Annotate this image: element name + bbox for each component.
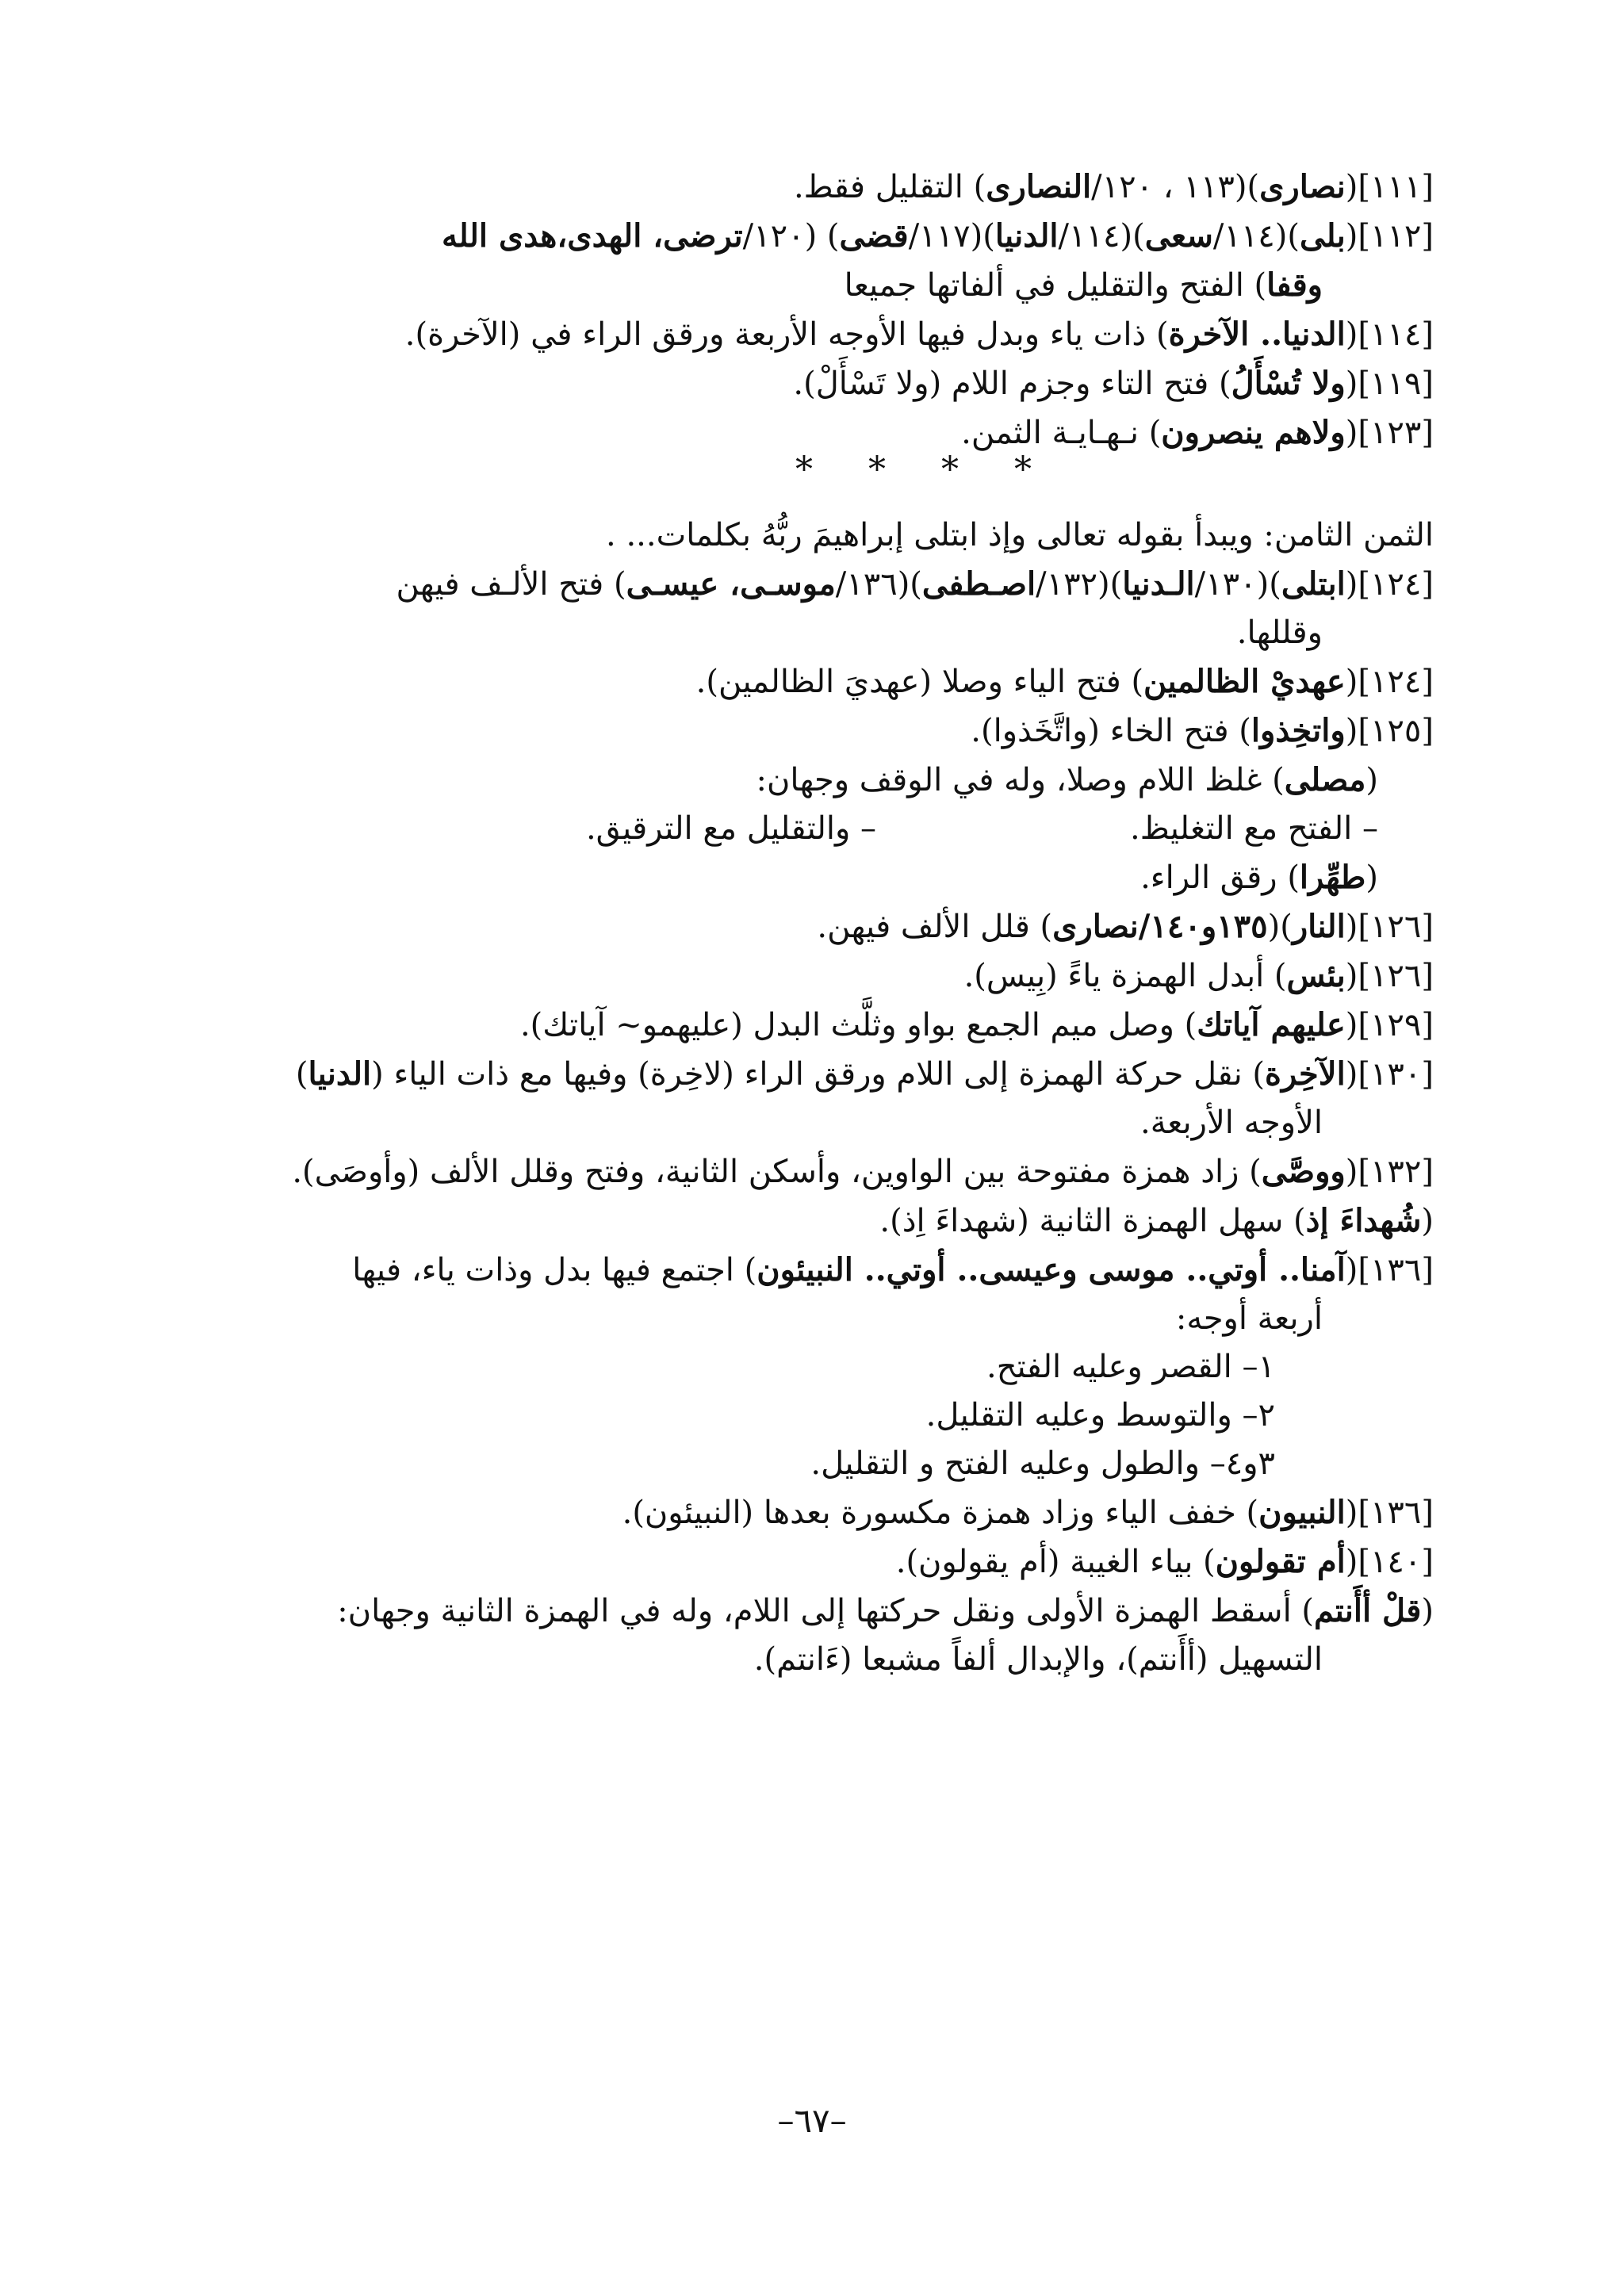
entry-124b: [١٢٤](عهديْ الظالمين) فتح الياء وصلا (عهديَ الظالمين). [695, 663, 1434, 700]
entry-114: [١١٤](الدنيا.. الآخرة) ذات ياء وبدل فيها الأوجه الأربعة ورقق الراء في (الآخرة). [404, 316, 1434, 353]
entry-140a: [١٤٠](أم تقولون) بياء الغيبة (أم يقولون). [895, 1543, 1434, 1580]
entry-124a-continuation: وقللها. [1236, 614, 1323, 651]
entry-111: [١١١](نصارى)(١١٣ ، ١٢٠/النصارى) التقليل فقط. [793, 168, 1434, 205]
list-item: ٢– والتوسط وعليه التقليل. [925, 1397, 1275, 1434]
section-heading: الثمن الثامن: ويبدأ بقوله تعالى وإذ ابتلى إبراهيمَ ربُّهُ بكلمات... . [606, 517, 1434, 553]
entry-126b: [١٢٦](بئس) أبدل الهمزة ياءً (بِيس). [963, 957, 1434, 994]
star: * [795, 450, 813, 490]
page-number: –٦٧– [777, 2101, 847, 2140]
bold-term: النصارى [986, 168, 1092, 205]
entry-130: [١٣٠](الآخِرة) نقل حركة الهمزة إلى اللام ورقق الراء (لاخِرة) وفيها مع ذات الياء (الدنيا) [295, 1055, 1434, 1093]
entry-125: [١٢٥](واتخِذوا) فتح الخاء (واتَّخَذوا). [971, 712, 1434, 749]
entry-125-musalla: (مصلى) غلظ اللام وصلا، وله في الوقف وجهان: [756, 761, 1378, 798]
entry-136a-continuation: أربعة أوجه: [1175, 1300, 1323, 1337]
entry-119: [١١٩](ولا تُسْأَلُ) فتح التاء وجزم اللام (ولا تَسْأَلْ). [793, 365, 1434, 402]
entry-112-continuation: وقفا) الفتح والتقليل في ألفاتها جميعا [844, 266, 1323, 304]
entry-130-continuation: الأوجه الأربعة. [1140, 1104, 1323, 1141]
entry-140b: (قلْ أأَنتم) أسقط الهمزة الأولى ونقل حركتها إلى اللام، وله في الهمزة الثانية وجهان: [337, 1592, 1434, 1629]
option-fath: – الفتح مع التغليظ. [1130, 810, 1378, 847]
entry-140b-continuation: التسهيل (أأَنتم)، والإبدال ألفاً مشبعا (ءَانتم). [753, 1641, 1323, 1678]
entry-112: [١١٢](بلى)(١١٤/سعى)(١١٤/الدنيا)(١١٧/قضى) (١٢٠/ترضى، الهدى،هدى الله [442, 217, 1434, 255]
list-item: ١– القصر وعليه الفتح. [986, 1349, 1275, 1385]
entry-124a: [١٢٤](ابتلى)(١٣٠/الـدنيا)(١٣٢/اصـطفى)(١٣٦/موسـى، عيسـى) فتح الألـف فيهن [396, 565, 1434, 603]
list-item: ٣و٤– والطول وعليه الفتح و التقليل. [810, 1445, 1275, 1482]
entry-129: [١٢٩](عليهم آياتك) وصل ميم الجمع بواو وثلَّث البدل (عليهمو~ آياتك). [519, 1006, 1434, 1043]
entry-125-options [187, 805, 1434, 853]
star: * [941, 450, 959, 490]
entry-136b: [١٣٦](النبيون) خفف الياء وزاد همزة مكسورة بعدها (النبيئون). [622, 1494, 1434, 1531]
entry-126a: [١٢٦](النار)(١٣٥و١٤٠/نصارى) قلل الألف فيهن. [817, 908, 1434, 945]
entry-123: [١٢٣](ولاهم ينصرون) نـهـايـة الثمن. [961, 414, 1434, 451]
entry-132: [١٣٢](ووصَّى) زاد همزة مفتوحة بين الواوين، وأسكن الثانية، وفتح وقلل الألف (وأوصَى). [292, 1153, 1434, 1190]
entry-132-shuhada: (شُهداءَ إذ) سهل الهمزة الثانية (شهداءَ اِذ). [879, 1202, 1434, 1239]
star: * [1014, 450, 1032, 490]
entry-125-tahhira: (طهِّرا) رقق الراء. [1140, 859, 1378, 896]
entry-136a: [١٣٦](آمنا.. أوتي.. موسى وعيسى.. أوتي.. النبيئون) اجتمع فيها بدل وذات ياء، فيها [352, 1251, 1434, 1288]
star: * [868, 450, 886, 490]
bold-term: نصارى [1259, 168, 1346, 205]
option-taqlil: – والتقليل مع الترقيق. [585, 810, 877, 847]
